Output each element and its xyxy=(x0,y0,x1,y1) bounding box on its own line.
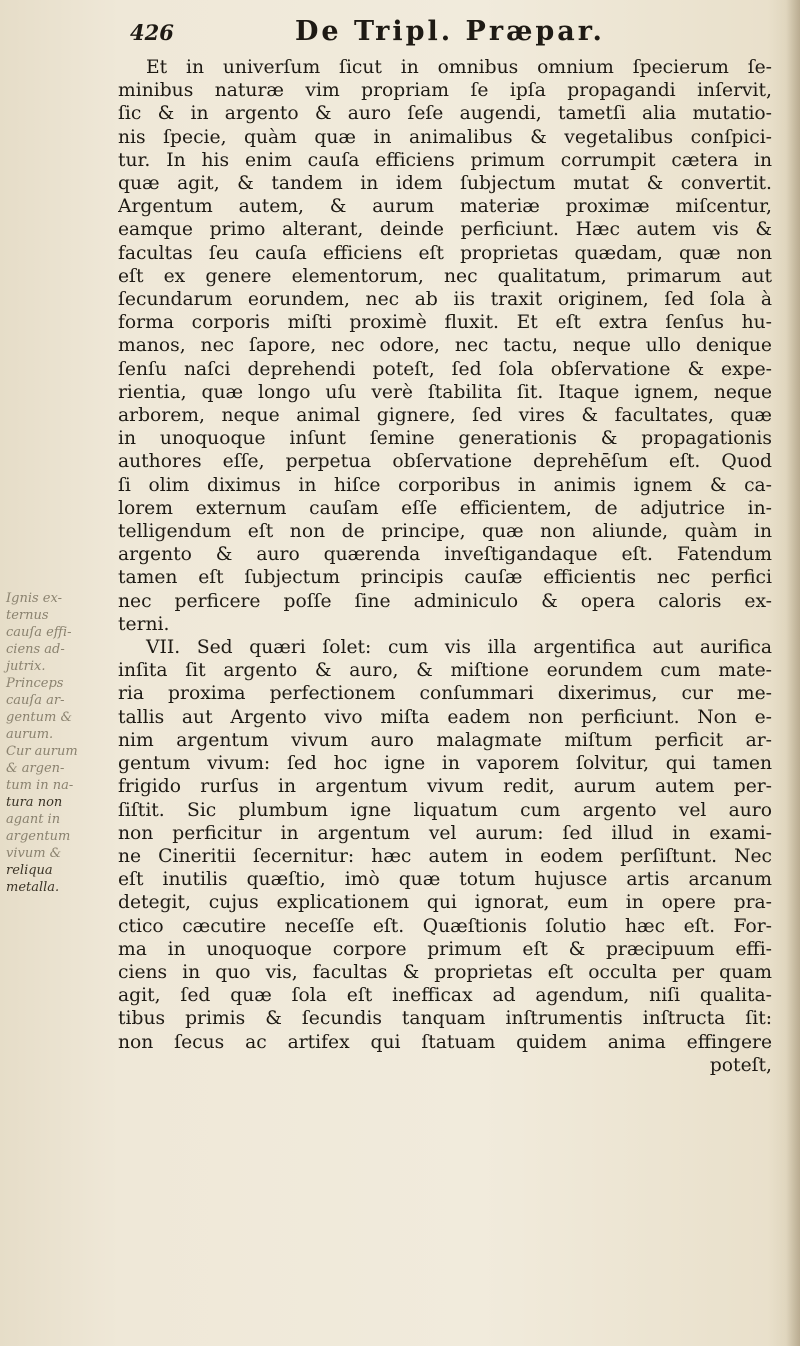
text-line: tibus primis & ſecundis tanquam inſtrumentis inſtructa ſit: xyxy=(118,1008,772,1030)
margin-note-line: agant in xyxy=(6,812,61,827)
text-line: manos, nec ſapore, nec odore, nec tactu, neque ullo denique xyxy=(118,335,772,357)
text-line: ſecundarum eorundem, nec ab iis traxit originem, ſed ſola à xyxy=(118,289,772,311)
text-line: Et in univerſum ſicut in omnibus omnium ſpecierum ſe- xyxy=(146,57,772,78)
text-line: ſenſu naſci deprehendi poteſt, ſed ſola obſervatione & expe- xyxy=(118,358,772,380)
text-line: tamen eſt ſubjectum principis cauſæ efficientis nec perfici xyxy=(118,567,772,589)
marginal-notes xyxy=(6,590,114,896)
page-header xyxy=(130,14,750,54)
text-line: terni. xyxy=(118,613,170,635)
margin-note-line: cauſa ar- xyxy=(6,693,65,708)
margin-note-line: metalla. xyxy=(6,880,60,895)
text-line: ctico cæcutire neceſſe eſt. Quæſtionis ſolutio hæc eſt. For- xyxy=(118,915,772,937)
margin-note-line: cauſa effi- xyxy=(6,625,72,640)
text-line: detegit, cujus explicationem qui ignorat, eum in opere pra- xyxy=(118,892,772,914)
text-line: facultas ſeu cauſa efficiens eſt proprietas quædam, quæ non xyxy=(118,242,772,264)
margin-note-line: Cur aurum xyxy=(6,744,78,759)
margin-note-line: & argen- xyxy=(6,761,65,776)
text-line: agit, ſed quæ ſola eſt inefficax ad agendum, niſi qualita- xyxy=(118,985,772,1007)
text-line: forma corporis miſti proximè fluxit. Et eſt extra ſenſus hu- xyxy=(118,312,772,334)
text-line: eſt ex genere elementorum, nec qualitatum, primarum aut xyxy=(118,265,772,287)
text-line: eamque primo alterant, deinde perficiunt. Hæc autem vis & xyxy=(118,219,772,241)
text-line: quæ agit, & tandem in idem ſubjectum mutat & convertit. xyxy=(118,173,772,195)
page-number: 426 xyxy=(130,20,174,45)
margin-note-line: Princeps xyxy=(6,676,64,691)
text-line: in unoquoque inſunt ſemine generationis & propagationis xyxy=(118,428,772,450)
margin-note-line: argentum xyxy=(6,829,71,844)
text-line: tallis aut Argento vivo miſta eadem non perficiunt. Non e- xyxy=(118,706,772,728)
text-line: non perficitur in argentum vel aurum: ſed illud in exami- xyxy=(118,822,772,844)
text-line: lorem externum cauſam eſſe efficientem, de adjutrice in- xyxy=(118,497,772,519)
margin-note-line: jutrix. xyxy=(6,659,46,674)
text-line: tur. In his enim cauſa efficiens primum corrumpit cætera in xyxy=(118,149,772,171)
text-line: Argentum autem, & aurum materiæ proximæ miſcentur, xyxy=(118,196,772,218)
margin-note-line: vivum & xyxy=(6,846,62,861)
margin-note-line: reliqua xyxy=(6,863,53,878)
text-line: ria proxima perfectionem conſummari dixerimus, cur me- xyxy=(118,683,772,705)
text-line: ciens in quo vis, facultas & proprietas eſt occulta per quam xyxy=(118,961,772,983)
text-line: rientia, quæ longo uſu verè ſtabilita ſit. Itaque ignem, neque xyxy=(118,381,772,403)
text-line: ſic & in argento & auro ſeſe augendi, tametſi alia mutatio- xyxy=(118,103,772,125)
text-line: nis ſpecie, quàm quæ in animalibus & vegetalibus conſpici- xyxy=(118,126,772,148)
page-edge-shadow xyxy=(786,0,800,1346)
text-line: ſiſtit. Sic plumbum igne liquatum cum argento vel auro xyxy=(118,799,772,821)
margin-note-line: Ignis ex- xyxy=(6,591,62,606)
margin-note-line: ciens ad- xyxy=(6,642,65,657)
margin-note-line: ternus xyxy=(6,608,49,623)
text-line: ſi olim diximus in hiſce corporibus in animis ignem & ca- xyxy=(118,474,772,496)
text-line: arborem, neque animal gignere, ſed vires & facultates, quæ xyxy=(118,405,772,427)
text-line: argento & auro quærenda inveſtigandaque eſt. Fatendum xyxy=(118,544,772,566)
catchword: poteſt, xyxy=(709,1054,772,1076)
section-heading-line: VII. Sed quæri ſolet: cum vis illa argentifica aut aurifica xyxy=(146,637,772,659)
main-text-block xyxy=(118,56,772,1077)
running-head: De Tripl. Præpar. xyxy=(295,16,605,47)
text-line: inſita ſit argento & auro, & miſtione eorundem cum mate- xyxy=(118,660,772,682)
margin-note-line: gentum & xyxy=(6,710,73,725)
text-line: authores eſſe, perpetua obſervatione deprehēſum eſt. Quod xyxy=(118,451,772,473)
margin-note-line: aurum. xyxy=(6,727,54,742)
text-line: ma in unoquoque corpore primum eſt & præcipuum effi- xyxy=(118,938,772,960)
text-line: gentum vivum: ſed hoc igne in vaporem ſolvitur, qui tamen xyxy=(118,753,772,775)
margin-note-line: tura non xyxy=(6,795,63,810)
text-line: telligendum eſt non de principe, quæ non aliunde, quàm in xyxy=(118,521,772,543)
text-line: nim argentum vivum auro malagmate miſtum perficit ar- xyxy=(118,729,772,751)
text-line: non ſecus ac artifex qui ſtatuam quidem anima effingere xyxy=(118,1031,772,1053)
text-line: minibus naturæ vim propriam ſe ipſa propagandi inſervit, xyxy=(118,80,772,102)
text-line: ne Cineritii ſecernitur: hæc autem in eodem perſiſtunt. Nec xyxy=(118,845,772,867)
text-line: eſt inutilis quæſtio, imò quæ totum hujusce artis arcanum xyxy=(118,869,772,891)
text-line: nec perficere poſſe ſine adminiculo & opera caloris ex- xyxy=(118,590,772,612)
margin-note-line: tum in na- xyxy=(6,778,74,793)
text-line: frigido rurſus in argentum vivum redit, aurum autem per- xyxy=(118,776,772,798)
